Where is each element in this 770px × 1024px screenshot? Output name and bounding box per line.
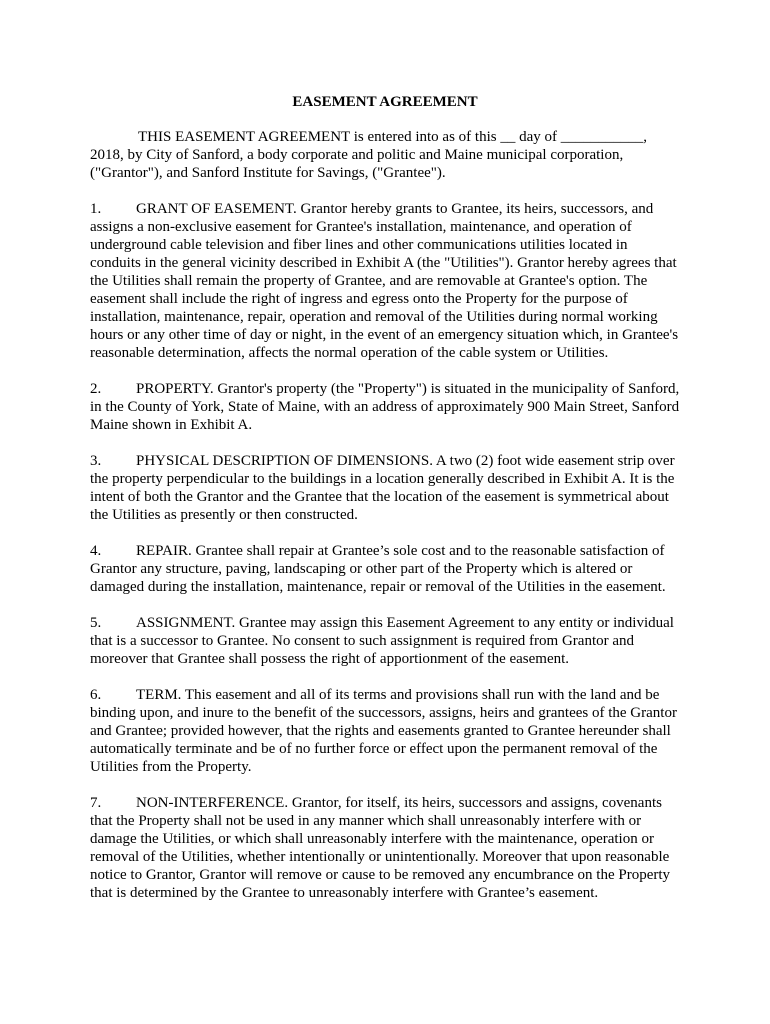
section-number: 1. [90, 201, 102, 217]
section-number: 7. [90, 795, 102, 811]
intro-paragraph: THIS EASEMENT AGREEMENT is entered into as of this __ day of ___________, 2018, by City of Sanford, a body corporate and politic and Maine municipal corporation, ("Grantor"), and Sanford Institute for Savings, ("Grantee"). [90, 129, 647, 181]
section-text: TERM. This easement and all of its terms and provisions shall run with the land and be binding upon, and inure to the benefit of the successors, assigns, heirs and grantees of the Grantor and Grantee; provided however, that the rights and easements granted to Grantee hereunder shall automatically terminate and be of no further force or effect upon the permanent removal of the Utilities from the Property. [90, 687, 677, 775]
section-7 [90, 794, 682, 902]
section-number: 3. [90, 453, 102, 469]
section-number: 2. [90, 381, 102, 397]
section-number: 6. [90, 687, 102, 703]
section-1 [90, 200, 682, 362]
document-title: EASEMENT AGREEMENT [292, 94, 478, 110]
section-text: PHYSICAL DESCRIPTION OF DIMENSIONS. A two (2) foot wide easement strip over the property perpendicular to the buildings in a location generally described in Exhibit A. It is the intent of both the Grantor and the Grantee that the location of the easement is symmetrical about the Utilities as presently or then constructed. [90, 453, 675, 523]
section-6 [90, 686, 682, 776]
section-2 [90, 380, 682, 434]
section-number: 5. [90, 615, 102, 631]
section-3 [90, 452, 682, 524]
section-text: ASSIGNMENT. Grantee may assign this Easement Agreement to any entity or individual that is a successor to Grantee. No consent to such assignment is required from Grantor and moreover that Grantee shall possess the right of apportionment of the easement. [90, 615, 674, 667]
section-text: NON-INTERFERENCE. Grantor, for itself, its heirs, successors and assigns, covenants that the Property shall not be used in any manner which shall unreasonably interfere with or damage the Utilities, or which shall unreasonably interfere with the maintenance, operation or removal of the Utilities, whether intentionally or unintentionally. Moreover that upon reasonable notice to Grantor, Grantor will remove or cause to be removed any encumbrance on the Property that is determined by the Grantee to unreasonably interfere with Grantee’s easement. [90, 795, 671, 901]
sections-list [90, 200, 682, 920]
section-4 [90, 542, 682, 596]
section-text: PROPERTY. Grantor's property (the "Property") is situated in the municipality of Sanford, in the County of York, State of Maine, with an address of approximately 900 Main Street, Sanford Maine shown in Exhibit A. [90, 381, 680, 433]
section-5 [90, 614, 682, 668]
section-text: GRANT OF EASEMENT. Grantor hereby grants to Grantee, its heirs, successors, and assigns a non-exclusive easement for Grantee's installation, maintenance, and operation of underground cable television and fiber lines and other communications utilities located in conduits in the general vicinity described in Exhibit A (the "Utilities"). Grantor hereby agrees that the Utilities shall remain the property of Grantee, and are removable at Grantee's option. The easement shall include the right of ingress and egress onto the Property for the purpose of installation, maintenance, repair, operation and removal of the Utilities during normal working hours or any other time of day or night, in the event of an emergency situation which, in Grantee's reasonable determination, affects the normal operation of the cable system or Utilities. [90, 201, 679, 361]
section-text: REPAIR. Grantee shall repair at Grantee’s sole cost and to the reasonable satisfaction of Grantor any structure, paving, landscaping or other part of the Property which is altered or damaged during the installation, maintenance, repair or removal of the Utilities in the easement. [90, 543, 666, 595]
section-number: 4. [90, 543, 102, 559]
